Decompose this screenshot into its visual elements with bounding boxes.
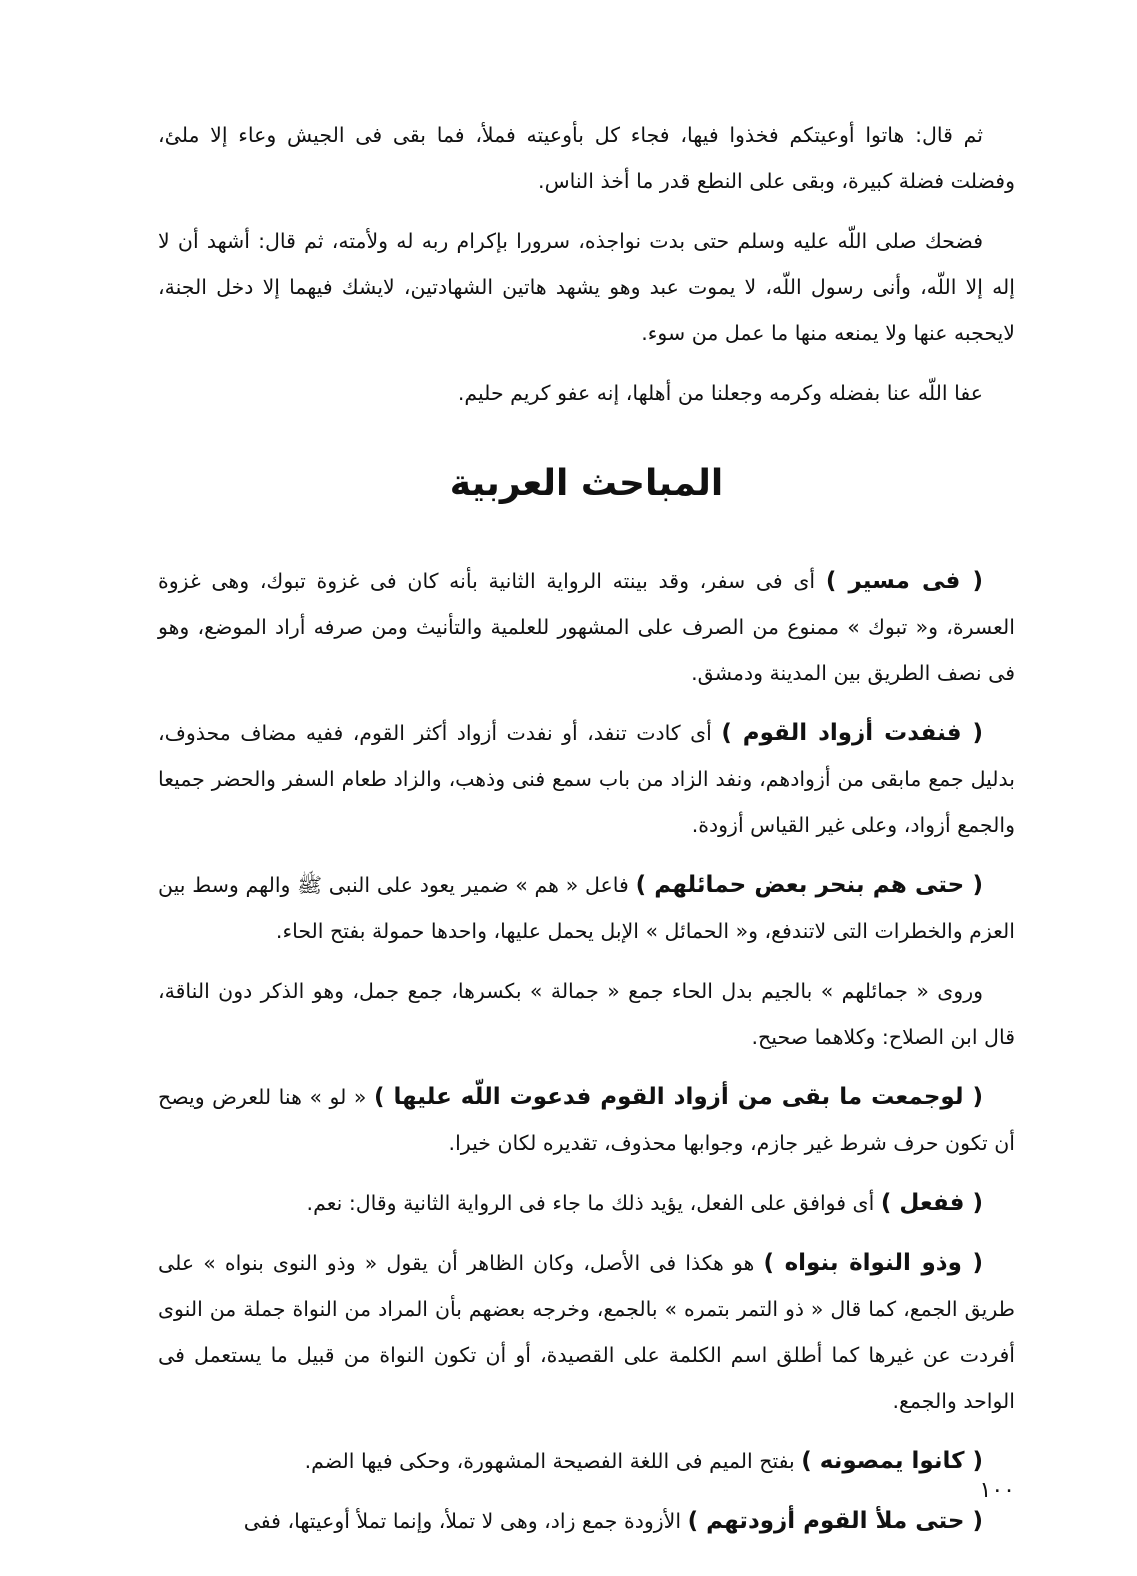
commentary-entry — [158, 1074, 1015, 1166]
entry-term: ( لوجمعت ما بقى من أزواد القوم فدعوت اللّه عليها ) — [373, 1084, 983, 1110]
entry-text: فاعل « هم » ضمير يعود على النبى ﷺ والهم وسط بين العزم والخطرات التى لاتندفع، و« الحمائل » الإبل يحمل عليها، واحدها حمولة بفتح الحاء. — [158, 873, 1015, 943]
entry-term: ( حتى ملأ القوم أزودتهم ) — [687, 1508, 983, 1534]
entry-term: ( حتى هم بنحر بعض حمائلهم ) — [635, 872, 983, 898]
commentary-entry — [158, 558, 1015, 696]
page-number: ١٠٠ — [979, 1478, 1015, 1503]
page-body — [158, 112, 1015, 1558]
section-heading: المباحث العربية — [449, 463, 724, 504]
commentary-entry — [158, 1498, 1015, 1544]
commentary-entry — [158, 968, 1015, 1060]
paragraph: فضحك صلى اللّه عليه وسلم حتى بدت نواجذه، سرورا بإكرام ربه له ولأمته، ثم قال: أشهد أن لا إله إلا اللّه، وأنى رسول اللّه، لا يموت عبد وهو يشهد هاتين الشهادتين، لايشك فيهما إلا دخل الجنة، لايحجبه عنها ولا يمنعه منها ما عمل من سوء. — [158, 229, 1015, 345]
entry-text: بفتح الميم فى اللغة الفصيحة المشهورة، وحكى فيها الضم. — [304, 1449, 802, 1473]
paragraph: عفا اللّه عنا بفضله وكرمه وجعلنا من أهلها، إنه عفو كريم حليم. — [457, 381, 983, 405]
commentary-entry — [158, 1240, 1015, 1424]
entry-text: أى كادت تنفد، أو نفدت أزواد أكثر القوم، ففيه مضاف محذوف، بدليل جمع مابقى من أزوادهم، ونفد الزاد من باب سمع فنى وذهب، والزاد طعام السفر والحضر جميعا والجمع أزواد، وعلى غير القياس أزودة. — [158, 721, 1015, 837]
entry-text: وروى « جمائلهم » بالجيم بدل الحاء جمع « جمالة » بكسرها، جمع جمل، وهو الذكر دون الناقة، قال ابن الصلاح: وكلاهما صحيح. — [158, 979, 1015, 1049]
entry-text: الأزودة جمع زاد، وهى لا تملأ، وإنما تملأ أوعيتها، ففى — [243, 1509, 688, 1533]
commentary-entry — [158, 862, 1015, 954]
entry-text: هو هكذا فى الأصل، وكان الظاهر أن يقول « وذو النوى بنواه » على طريق الجمع، كما قال « ذو التمر بتمره » بالجمع، وخرجه بعضهم بأن المراد من النواة جملة من النوى أفردت عن غيرها كما أطلق اسم الكلمة على القصيدة، أو أن تكون النواة من قبيل ما يستعمل فى الواحد والجمع. — [158, 1251, 1015, 1413]
entry-term: ( فنفدت أزواد القوم ) — [721, 720, 983, 746]
commentary-entry — [158, 1438, 1015, 1484]
commentary-entry — [158, 1180, 1015, 1226]
commentary-entry — [158, 710, 1015, 848]
entry-text: أى فى سفر، وقد بينته الرواية الثانية بأنه كان فى غزوة تبوك، وهى غزوة العسرة، و« تبوك » ممنوع من الصرف على المشهور للعلمية والتأنيث ومن صرفه أراد الموضع، وهو فى نصف الطريق بين المدينة ودمشق. — [158, 569, 1015, 685]
entry-text: أى فوافق على الفعل، يؤيد ذلك ما جاء فى الرواية الثانية وقال: نعم. — [306, 1191, 881, 1215]
entry-text: « لو » هنا للعرض ويصح أن تكون حرف شرط غير جازم، وجوابها محذوف، تقديره لكان خيرا. — [158, 1085, 1015, 1155]
entry-term: ( وذو النواة بنواه ) — [763, 1250, 983, 1276]
entry-term: ( ففعل ) — [880, 1190, 983, 1216]
paragraph: ثم قال: هاتوا أوعيتكم فخذوا فيها، فجاء كل بأوعيته فملأ، فما بقى فى الجيش وعاء إلا ملئ، وفضلت فضلة كبيرة، وبقى على النطع قدر ما أخذ الناس. — [158, 123, 1015, 193]
entry-term: ( فى مسير ) — [825, 568, 984, 594]
entry-term: ( كانوا يمصونه ) — [801, 1448, 983, 1474]
